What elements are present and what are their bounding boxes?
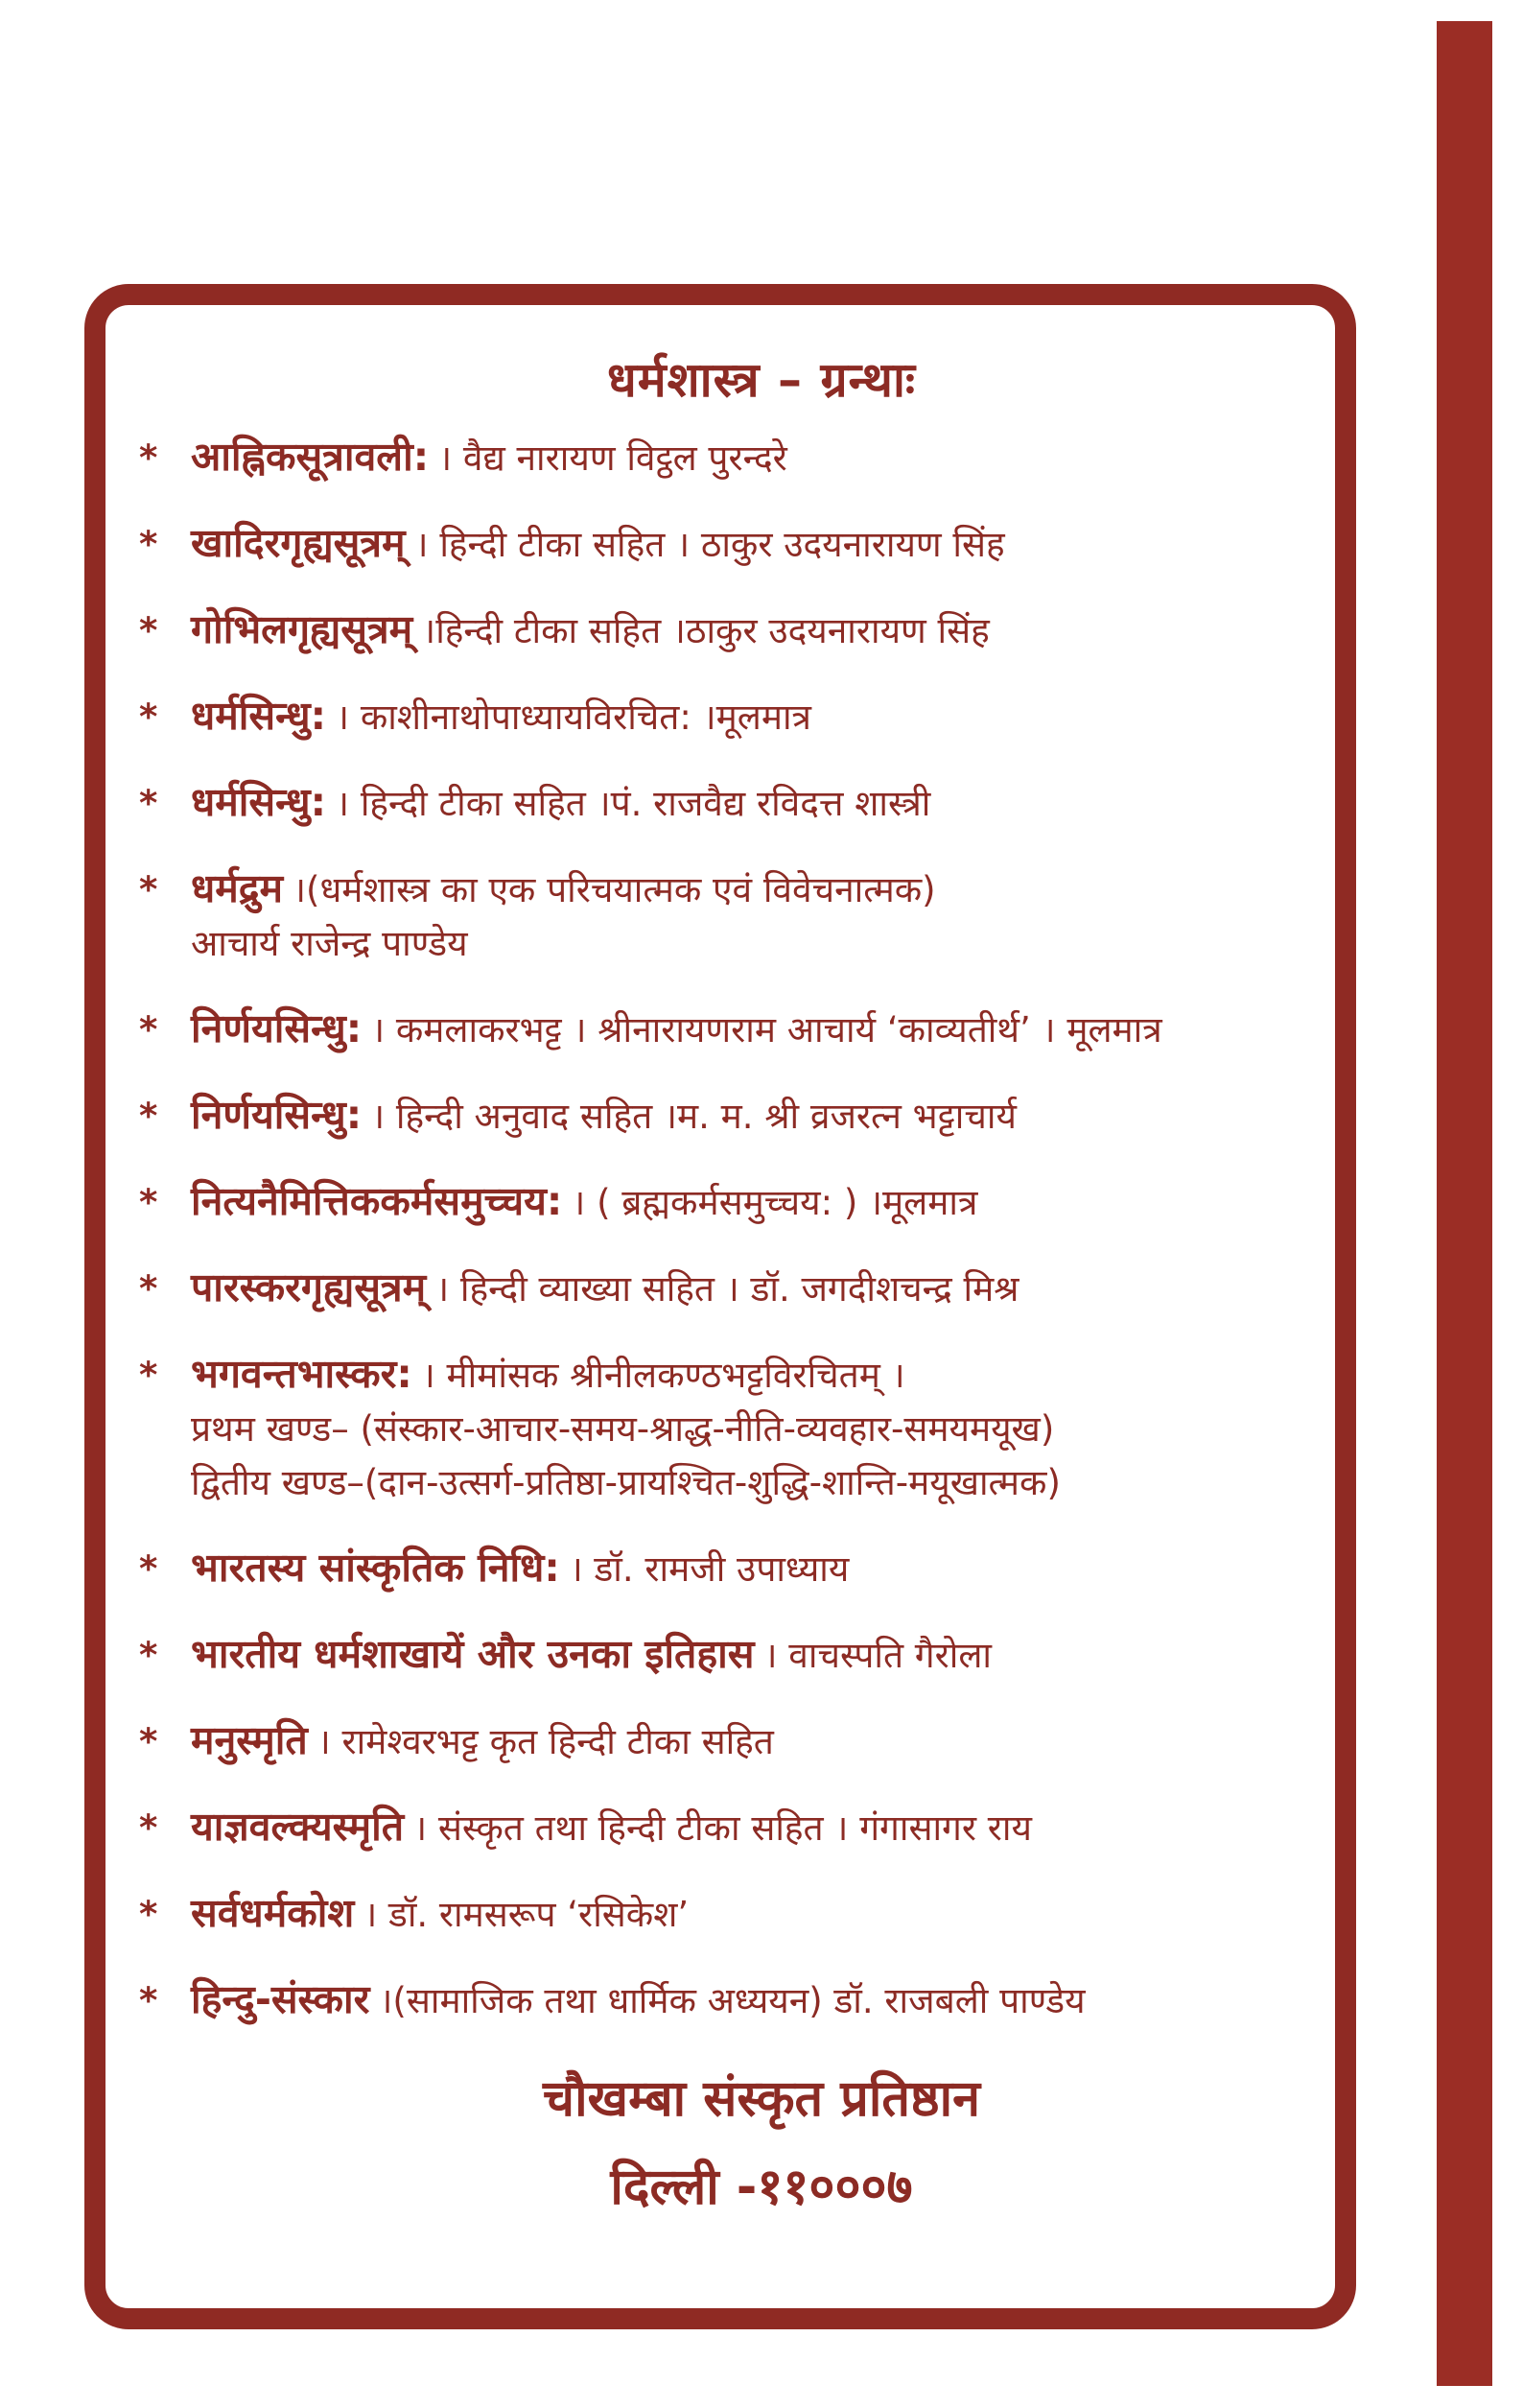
list-item <box>139 1088 1328 1144</box>
bullet-asterisk-icon: * <box>139 1096 158 1137</box>
book-details: ।(धर्मशास्त्र का एक परिचयात्मक एवं विवेचनात्मक) <box>293 869 936 910</box>
book-list <box>139 430 1328 2059</box>
book-title: नित्यनैमित्तिककर्मसमुच्चय: <box>191 1178 563 1224</box>
book-title: हिन्दु-संस्कार <box>191 1976 370 2022</box>
bullet-asterisk-icon: * <box>139 1807 158 1849</box>
book-details: । हिन्दी अनुवाद सहित ।म. म. श्री व्रजरत्न भट्टाचार्य <box>371 1096 1017 1137</box>
book-title: धर्मसिन्धु: <box>191 693 327 739</box>
bullet-asterisk-icon: * <box>139 1268 158 1310</box>
book-details: । डॉ. रामसरूप ‘रसिकेश’ <box>363 1894 690 1935</box>
list-item <box>139 1713 1328 1769</box>
book-title: धर्मसिन्धु: <box>191 779 327 825</box>
page-title: धर्मशास्त्र – ग्रन्थाः <box>606 352 916 408</box>
book-details: । रामेश्वरभट्ट कृत हिन्दी टीका सहित <box>316 1721 774 1762</box>
book-details-continued: द्वितीय खण्ड–(दान-उत्सर्ग-प्रतिष्ठा-प्रायश्चित-शुद्धि-शान्ति-मयूखात्मक) <box>191 1462 1061 1503</box>
book-details: ।हिन्दी टीका सहित ।ठाकुर उदयनारायण सिंह <box>422 610 990 651</box>
book-title: सर्वधर्मकोश <box>191 1890 355 1936</box>
bullet-asterisk-icon: * <box>139 783 158 824</box>
book-title: भारतीय धर्मशाखायें और उनका इतिहास <box>191 1631 755 1677</box>
bullet-asterisk-icon: * <box>139 1182 158 1223</box>
list-item <box>139 1800 1328 1855</box>
book-details: । डॉ. रामजी उपाध्याय <box>569 1548 850 1590</box>
book-title: निर्णयसिन्धु: <box>191 1005 363 1051</box>
list-item <box>139 1972 1328 2028</box>
bullet-asterisk-icon: * <box>139 1721 158 1762</box>
bullet-asterisk-icon: * <box>139 437 158 479</box>
bullet-asterisk-icon: * <box>139 1635 158 1676</box>
publisher-city: दिल्ली -११०००७ <box>610 2159 913 2216</box>
list-item <box>139 430 1328 485</box>
book-title: याज्ञवल्क्यस्मृति <box>191 1804 405 1850</box>
book-details: । वैद्य नारायण विट्ठल पुरन्दरे <box>438 437 787 479</box>
book-details: । ( ब्रह्मकर्मसमुच्चय: ) ।मूलमात्र <box>572 1182 978 1223</box>
bullet-asterisk-icon: * <box>139 1980 158 2021</box>
book-details: । काशीनाथोपाध्यायविरचित: ।मूलमात्र <box>336 696 811 738</box>
bullet-asterisk-icon: * <box>139 1548 158 1590</box>
list-item <box>139 1261 1328 1316</box>
book-details: । हिन्दी टीका सहित । ठाकुर उदयनारायण सिंह <box>414 524 1005 565</box>
book-details-continued: आचार्य राजेन्द्र पाण्डेय <box>191 923 468 964</box>
book-title: धर्मद्रुम <box>191 865 284 911</box>
bullet-asterisk-icon: * <box>139 1894 158 1935</box>
bullet-asterisk-icon: * <box>139 696 158 738</box>
bullet-asterisk-icon: * <box>139 869 158 910</box>
publisher-name: चौखम्बा संस्कृत प्रतिष्ठान <box>543 2070 980 2128</box>
bullet-asterisk-icon: * <box>139 1355 158 1396</box>
book-details: । हिन्दी टीका सहित ।पं. राजवैद्य रविदत्त शास्त्री <box>336 783 931 824</box>
book-details: ।(सामाजिक तथा धार्मिक अध्ययन) डॉ. राजबली पाण्डेय <box>379 1980 1086 2021</box>
book-title: खादिरगृह्यसूत्रम् <box>191 520 406 566</box>
book-details: । मीमांसक श्रीनीलकण्ठभट्टविरचितम् । <box>421 1355 905 1396</box>
list-item <box>139 1541 1328 1596</box>
bullet-asterisk-icon: * <box>139 610 158 651</box>
book-details: । कमलाकरभट्ट । श्रीनारायणराम आचार्य ‘काव्यतीर्थ’ । मूलमात्र <box>371 1009 1162 1051</box>
book-title: गोभिलगृह्यसूत्रम् <box>191 606 413 652</box>
list-item <box>139 516 1328 572</box>
book-title: पारस्करगृह्यसूत्रम् <box>191 1264 427 1310</box>
book-details: । संस्कृत तथा हिन्दी टीका सहित । गंगासागर राय <box>413 1807 1032 1849</box>
list-item <box>139 775 1328 831</box>
list-item <box>139 1886 1328 1942</box>
book-details: । वाचस्पति गैरोला <box>763 1635 993 1676</box>
list-item <box>139 1347 1328 1510</box>
list-item <box>139 862 1328 971</box>
book-details: । हिन्दी व्याख्या सहित । डॉ. जगदीशचन्द्र मिश्र <box>435 1268 1019 1310</box>
book-title: आह्निकसूत्रावली: <box>191 434 430 480</box>
book-details-continued: प्रथम खण्ड– (संस्कार-आचार-समय-श्राद्ध-नीति-व्यवहार-समयमयूख) <box>191 1408 1055 1450</box>
book-title: मनुस्मृति <box>191 1717 308 1763</box>
bullet-asterisk-icon: * <box>139 524 158 565</box>
list-item <box>139 1174 1328 1230</box>
list-item <box>139 1627 1328 1683</box>
book-title: भगवन्तभास्कर: <box>191 1351 412 1397</box>
list-item <box>139 689 1328 744</box>
book-title: निर्णयसिन्धु: <box>191 1092 363 1138</box>
book-title: भारतस्य सांस्कृतिक निधि: <box>191 1545 560 1591</box>
bullet-asterisk-icon: * <box>139 1009 158 1051</box>
list-item <box>139 1002 1328 1057</box>
list-item <box>139 602 1328 658</box>
